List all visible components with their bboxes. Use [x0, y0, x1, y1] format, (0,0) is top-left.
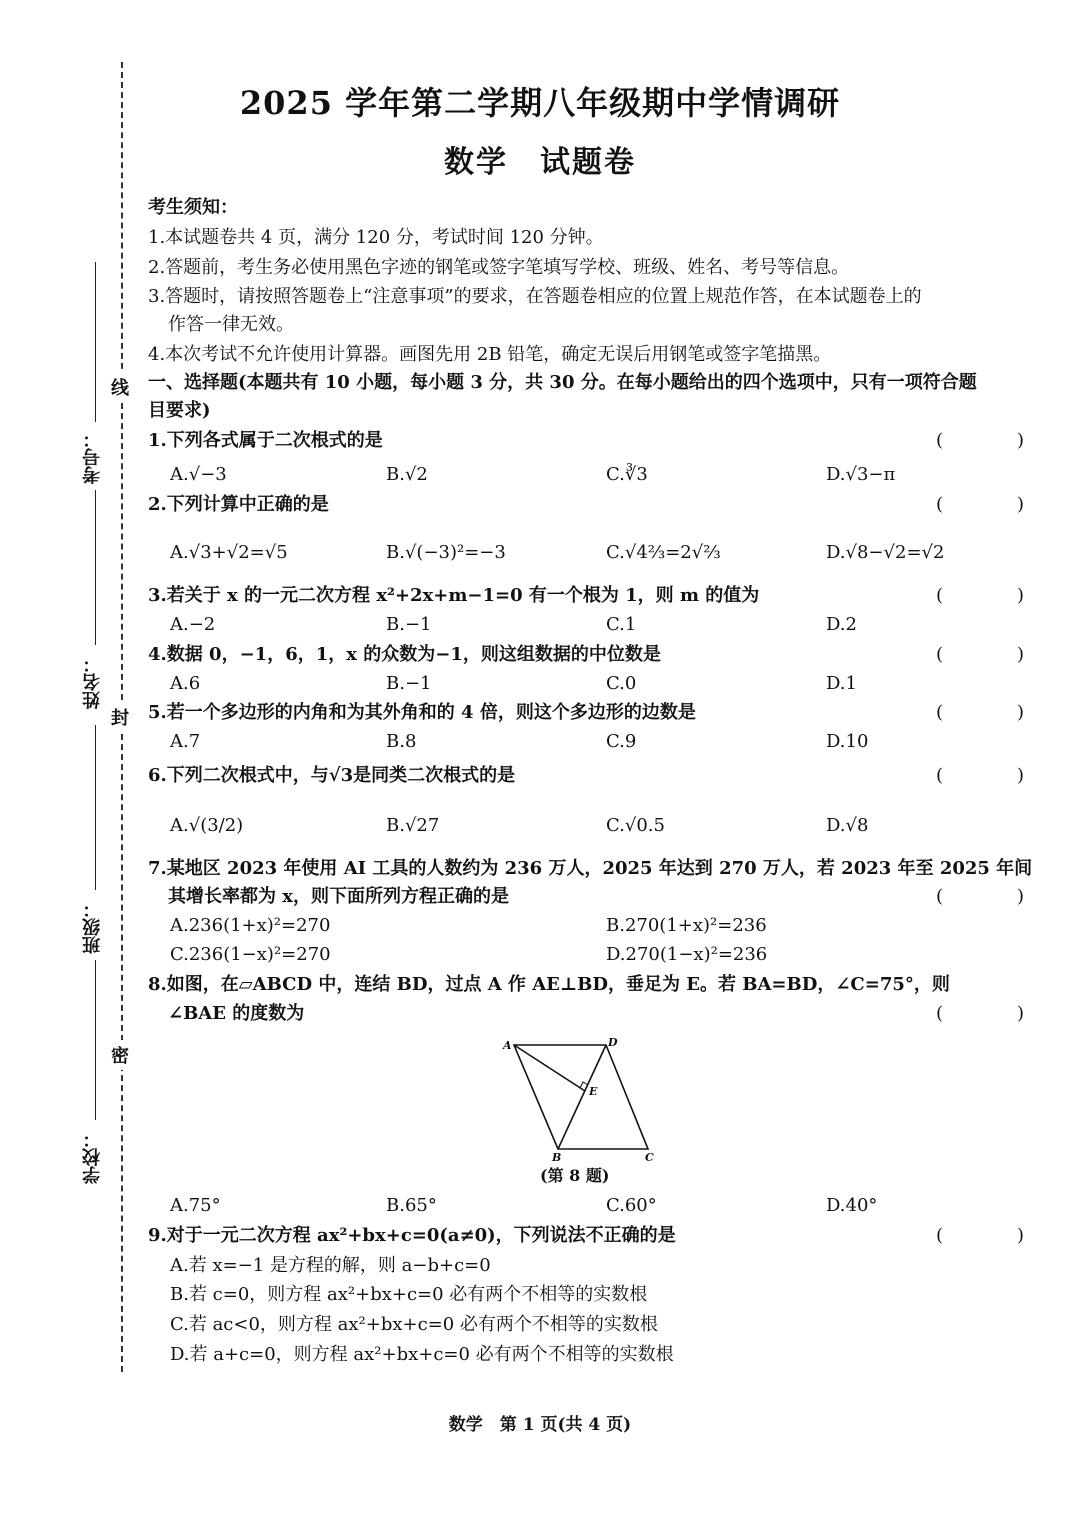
q4-option-a: A.6: [170, 673, 201, 694]
answer-paren-1: ( ): [936, 430, 1053, 451]
q1-option-a: A.√−3: [170, 464, 227, 485]
q5-option-c: C.9: [606, 731, 637, 752]
q6-option-b: B.√27: [386, 815, 440, 836]
answer-paren-2: ( ): [936, 494, 1053, 515]
xingming-field-line: [95, 490, 96, 645]
banji-field-line: [95, 725, 96, 890]
kaohao-field-line: [95, 262, 96, 422]
label-b: B: [552, 1151, 562, 1163]
label-c: C: [645, 1151, 654, 1163]
question-7-stem-cont: 其增长率都为 x，则下面所列方程正确的是: [168, 886, 509, 907]
label-d: D: [608, 1036, 618, 1049]
instruction-1: 1.本试题卷共 4 页，满分 120 分，考试时间 120 分钟。: [148, 227, 604, 248]
question-1-stem: 1.下列各式属于二次根式的是: [148, 430, 383, 451]
seal-char-xian: 线: [111, 372, 129, 402]
q9-option-b: B.若 c=0，则方程 ax²+bx+c=0 必有两个不相等的实数根: [170, 1284, 648, 1305]
q9-option-c: C.若 ac<0，则方程 ax²+bx+c=0 必有两个不相等的实数根: [170, 1314, 658, 1335]
q3-option-a: A.−2: [170, 614, 216, 635]
question-6-stem: 6.下列二次根式中，与√3是同类二次根式的是: [148, 765, 516, 786]
question-3-stem: 3.若关于 x 的一元二次方程 x²+2x+m−1=0 有一个根为 1，则 m 的值为: [148, 585, 760, 606]
label-a: A: [503, 1039, 512, 1052]
q8-option-c: C.60°: [606, 1195, 657, 1216]
question-8-stem-cont: ∠BAE 的度数为: [168, 1003, 305, 1024]
q6-option-d: D.√8: [826, 815, 869, 836]
instruction-3-cont: 作答一律无效。: [168, 314, 294, 335]
q7-option-b: B.270(1+x)²=236: [606, 915, 767, 936]
q3-option-c: C.1: [606, 614, 637, 635]
q1-option-c: C.∛3: [606, 464, 648, 485]
q9-option-a: A.若 x=−1 是方程的解，则 a−b+c=0: [170, 1255, 491, 1276]
q8-option-b: B.65°: [386, 1195, 437, 1216]
side-label-xuexiao: 学校：: [82, 1130, 103, 1184]
answer-paren-5: ( ): [936, 702, 1053, 723]
q5-option-a: A.7: [170, 731, 201, 752]
q2-option-d: D.√8−√2=√2: [826, 542, 945, 563]
parallelogram-abcd: [514, 1045, 648, 1149]
q2-option-a: A.√3+√2=√5: [170, 542, 288, 563]
question-2-stem: 2.下列计算中正确的是: [148, 494, 329, 515]
seal-char-mi: 密: [111, 1040, 129, 1070]
q7-option-d: D.270(1−x)²=236: [606, 944, 768, 965]
instruction-4: 4.本次考试不允许使用计算器。画图先用 2B 铅笔，确定无误后用钢笔或签字笔描黑。: [148, 344, 832, 365]
q8-option-a: A.75°: [170, 1195, 221, 1216]
q2-option-c: C.√4⅔=2√⅔: [606, 542, 721, 563]
label-e: E: [589, 1085, 598, 1098]
q8-option-d: D.40°: [826, 1195, 878, 1216]
q9-option-d: D.若 a+c=0，则方程 ax²+bx+c=0 必有两个不相等的实数根: [170, 1344, 674, 1365]
q7-option-c: C.236(1−x)²=270: [170, 944, 331, 965]
question-8-stem: 8.如图，在▱ABCD 中，连结 BD，过点 A 作 AE⊥BD，垂足为 E。若 BA=BD，∠C=75°，则: [148, 974, 950, 995]
q6-option-a: A.√(3/2): [170, 815, 244, 836]
q7-option-a: A.236(1+x)²=270: [170, 915, 331, 936]
exam-subtitle: 数学 试题卷: [444, 145, 636, 180]
q5-option-d: D.10: [826, 731, 869, 752]
side-label-banji: 班级：: [82, 900, 103, 954]
question-5-stem: 5.若一个多边形的内角和为其外角和的 4 倍，则这个多边形的边数是: [148, 702, 696, 723]
answer-paren-4: ( ): [936, 644, 1053, 665]
q1-option-d: D.√3−π: [826, 464, 896, 485]
instruction-2: 2.答题前，考生务必使用黑色字迹的钢笔或签字笔填写学校、班级、姓名、考号等信息。: [148, 257, 850, 278]
instructions-heading: 考生须知：: [148, 197, 238, 218]
q4-option-b: B.−1: [386, 673, 432, 694]
side-label-kaohao: 考号：: [82, 430, 103, 484]
side-label-xingming: 姓名：: [82, 655, 103, 709]
answer-paren-8: ( ): [936, 1003, 1053, 1024]
question-9-stem: 9.对于一元二次方程 ax²+bx+c=0(a≠0)，下列说法不正确的是: [148, 1225, 676, 1246]
q2-option-b: B.√(−3)²=−3: [386, 542, 506, 563]
page-footer: 数学 第 1 页(共 4 页): [448, 1415, 632, 1435]
answer-paren-7: ( ): [936, 886, 1053, 907]
q6-option-c: C.√0.5: [606, 815, 665, 836]
seal-char-feng: 封: [111, 702, 129, 732]
instruction-3: 3.答题时，请按照答题卷上“注意事项”的要求，在答题卷相应的位置上规范作答，在本试题卷上的: [148, 286, 922, 307]
q3-option-d: D.2: [826, 614, 857, 635]
section-heading-cont: 目要求): [148, 400, 211, 421]
answer-paren-3: ( ): [936, 585, 1053, 606]
question-4-stem: 4.数据 0，−1，6，1，x 的众数为−1，则这组数据的中位数是: [148, 644, 661, 665]
figure-caption: (第 8 题): [540, 1166, 610, 1185]
q3-option-b: B.−1: [386, 614, 432, 635]
q5-option-b: B.8: [386, 731, 417, 752]
xuexiao-field-line: [95, 960, 96, 1120]
q4-option-d: D.1: [826, 673, 857, 694]
q1-option-b: B.√2: [386, 464, 428, 485]
segment-bd: [558, 1045, 606, 1149]
answer-paren-9: ( ): [936, 1225, 1053, 1246]
question-7-stem: 7.某地区 2023 年使用 AI 工具的人数约为 236 万人，2025 年达到 270 万人，若 2023 年至 2025 年间: [148, 858, 1033, 879]
exam-title: 2025 学年第二学期八年级期中学情调研: [239, 84, 841, 122]
answer-paren-6: ( ): [936, 765, 1053, 786]
q4-option-c: C.0: [606, 673, 637, 694]
parallelogram-figure: [500, 1033, 670, 1163]
segment-ae: [514, 1045, 585, 1091]
section-heading: 一、选择题(本题共有 10 小题，每小题 3 分，共 30 分。在每小题给出的四个选项中，只有一项符合题: [148, 372, 977, 393]
